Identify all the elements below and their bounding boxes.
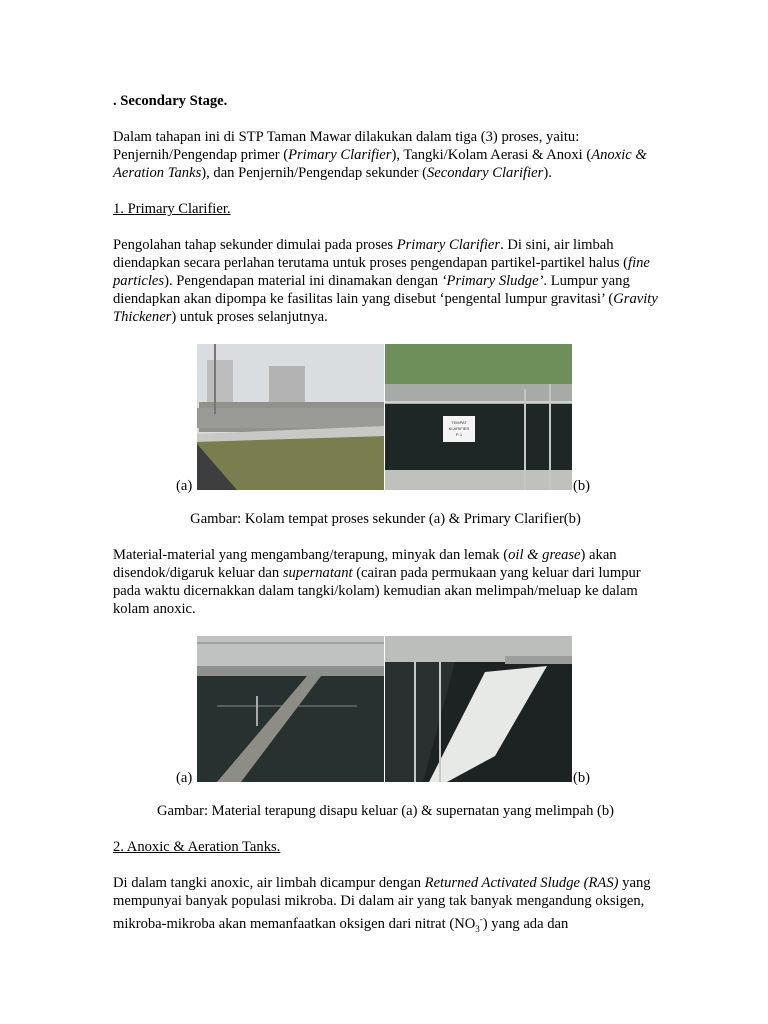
subheading-anoxic-aeration: 2. Anoxic & Aeration Tanks.	[113, 839, 281, 855]
figure-1-row	[113, 344, 658, 492]
figure-2-caption: Gambar: Material terapung disapu keluar (a) & supernatan yang melimpah (b)	[156, 803, 615, 819]
figure-1-label-b: (b)	[573, 478, 591, 494]
figure-2-label-b: (b)	[573, 770, 591, 786]
sign-line-3: P-1	[455, 432, 463, 437]
photo-overflowing-supernatant	[385, 636, 572, 782]
photo-secondary-pond	[197, 344, 384, 490]
figure-1-label-a: (a)	[176, 478, 193, 494]
figure-1-caption: Gambar: Kolam tempat proses sekunder (a) & Primary Clarifier(b)	[190, 511, 581, 527]
photo-floating-material-image	[197, 636, 384, 782]
photo-floating-material	[197, 636, 384, 782]
figure-2-row	[113, 636, 658, 784]
subheading-primary-clarifier: 1. Primary Clarifier.	[113, 201, 231, 217]
primary-clarifier-paragraph: Pengolahan tahap sekunder dimulai pada proses Primary Clarifier. Di sini, air limbah diendapkan secara perlahan terutama untuk proses pengendapan partikel-partikel halus (fine particles). Pengendapan material ini dinamakan dengan ‘Primary Sludge’. Lumpur yang diendapkan akan dipompa ke fasilitas lain yang disebut ‘pengental lumpur gravitasi’ (Gravity Thickener) untuk proses selanjutnya.	[113, 237, 658, 325]
material-floating-paragraph: Material-material yang mengambang/terapung, minyak dan lemak (oil & grease) akan disendok/digaruk keluar dan supernatant (cairan pada permukaan yang keluar dari lumpur pada waktu dicernakkan dalam tangki/kolam) kemudian akan melimpah/meluap ke dalam kolam anoxic.	[113, 547, 641, 617]
anoxic-paragraph: Di dalam tangki anoxic, air limbah dicampur dengan Returned Activated Sludge (RAS) yang mempunyai banyak populasi mikroba. Di dalam air yang tak banyak mengandung oksigen, mikroba-mikroba akan memanfaatkan oksigen dari nitrat $(NO_3^-)$ yang ada dan	[113, 875, 651, 934]
document-page	[113, 92, 658, 956]
sign-line-2: KLARIFIER	[448, 426, 470, 431]
photo-primary-clarifier	[385, 344, 572, 490]
figure-2-label-a: (a)	[176, 770, 193, 786]
photo-overflowing-supernatant-image	[385, 636, 572, 782]
intro-paragraph: Dalam tahapan ini di STP Taman Mawar dilakukan dalam tiga (3) proses, yaitu: Penjernih/Pengendap primer (Primary Clarifier), Tangki/Kolam Aerasi & Anoxi (Anoxic & Aeration Tanks), dan Penjernih/Pengendap sekunder (Secondary Clarifier).	[113, 129, 647, 181]
section-heading: . Secondary Stage.	[113, 93, 228, 109]
photo-primary-clarifier-image	[385, 344, 572, 490]
photo-secondary-pond-image	[197, 344, 384, 490]
sign-line-1: TEMPAT	[451, 420, 467, 425]
